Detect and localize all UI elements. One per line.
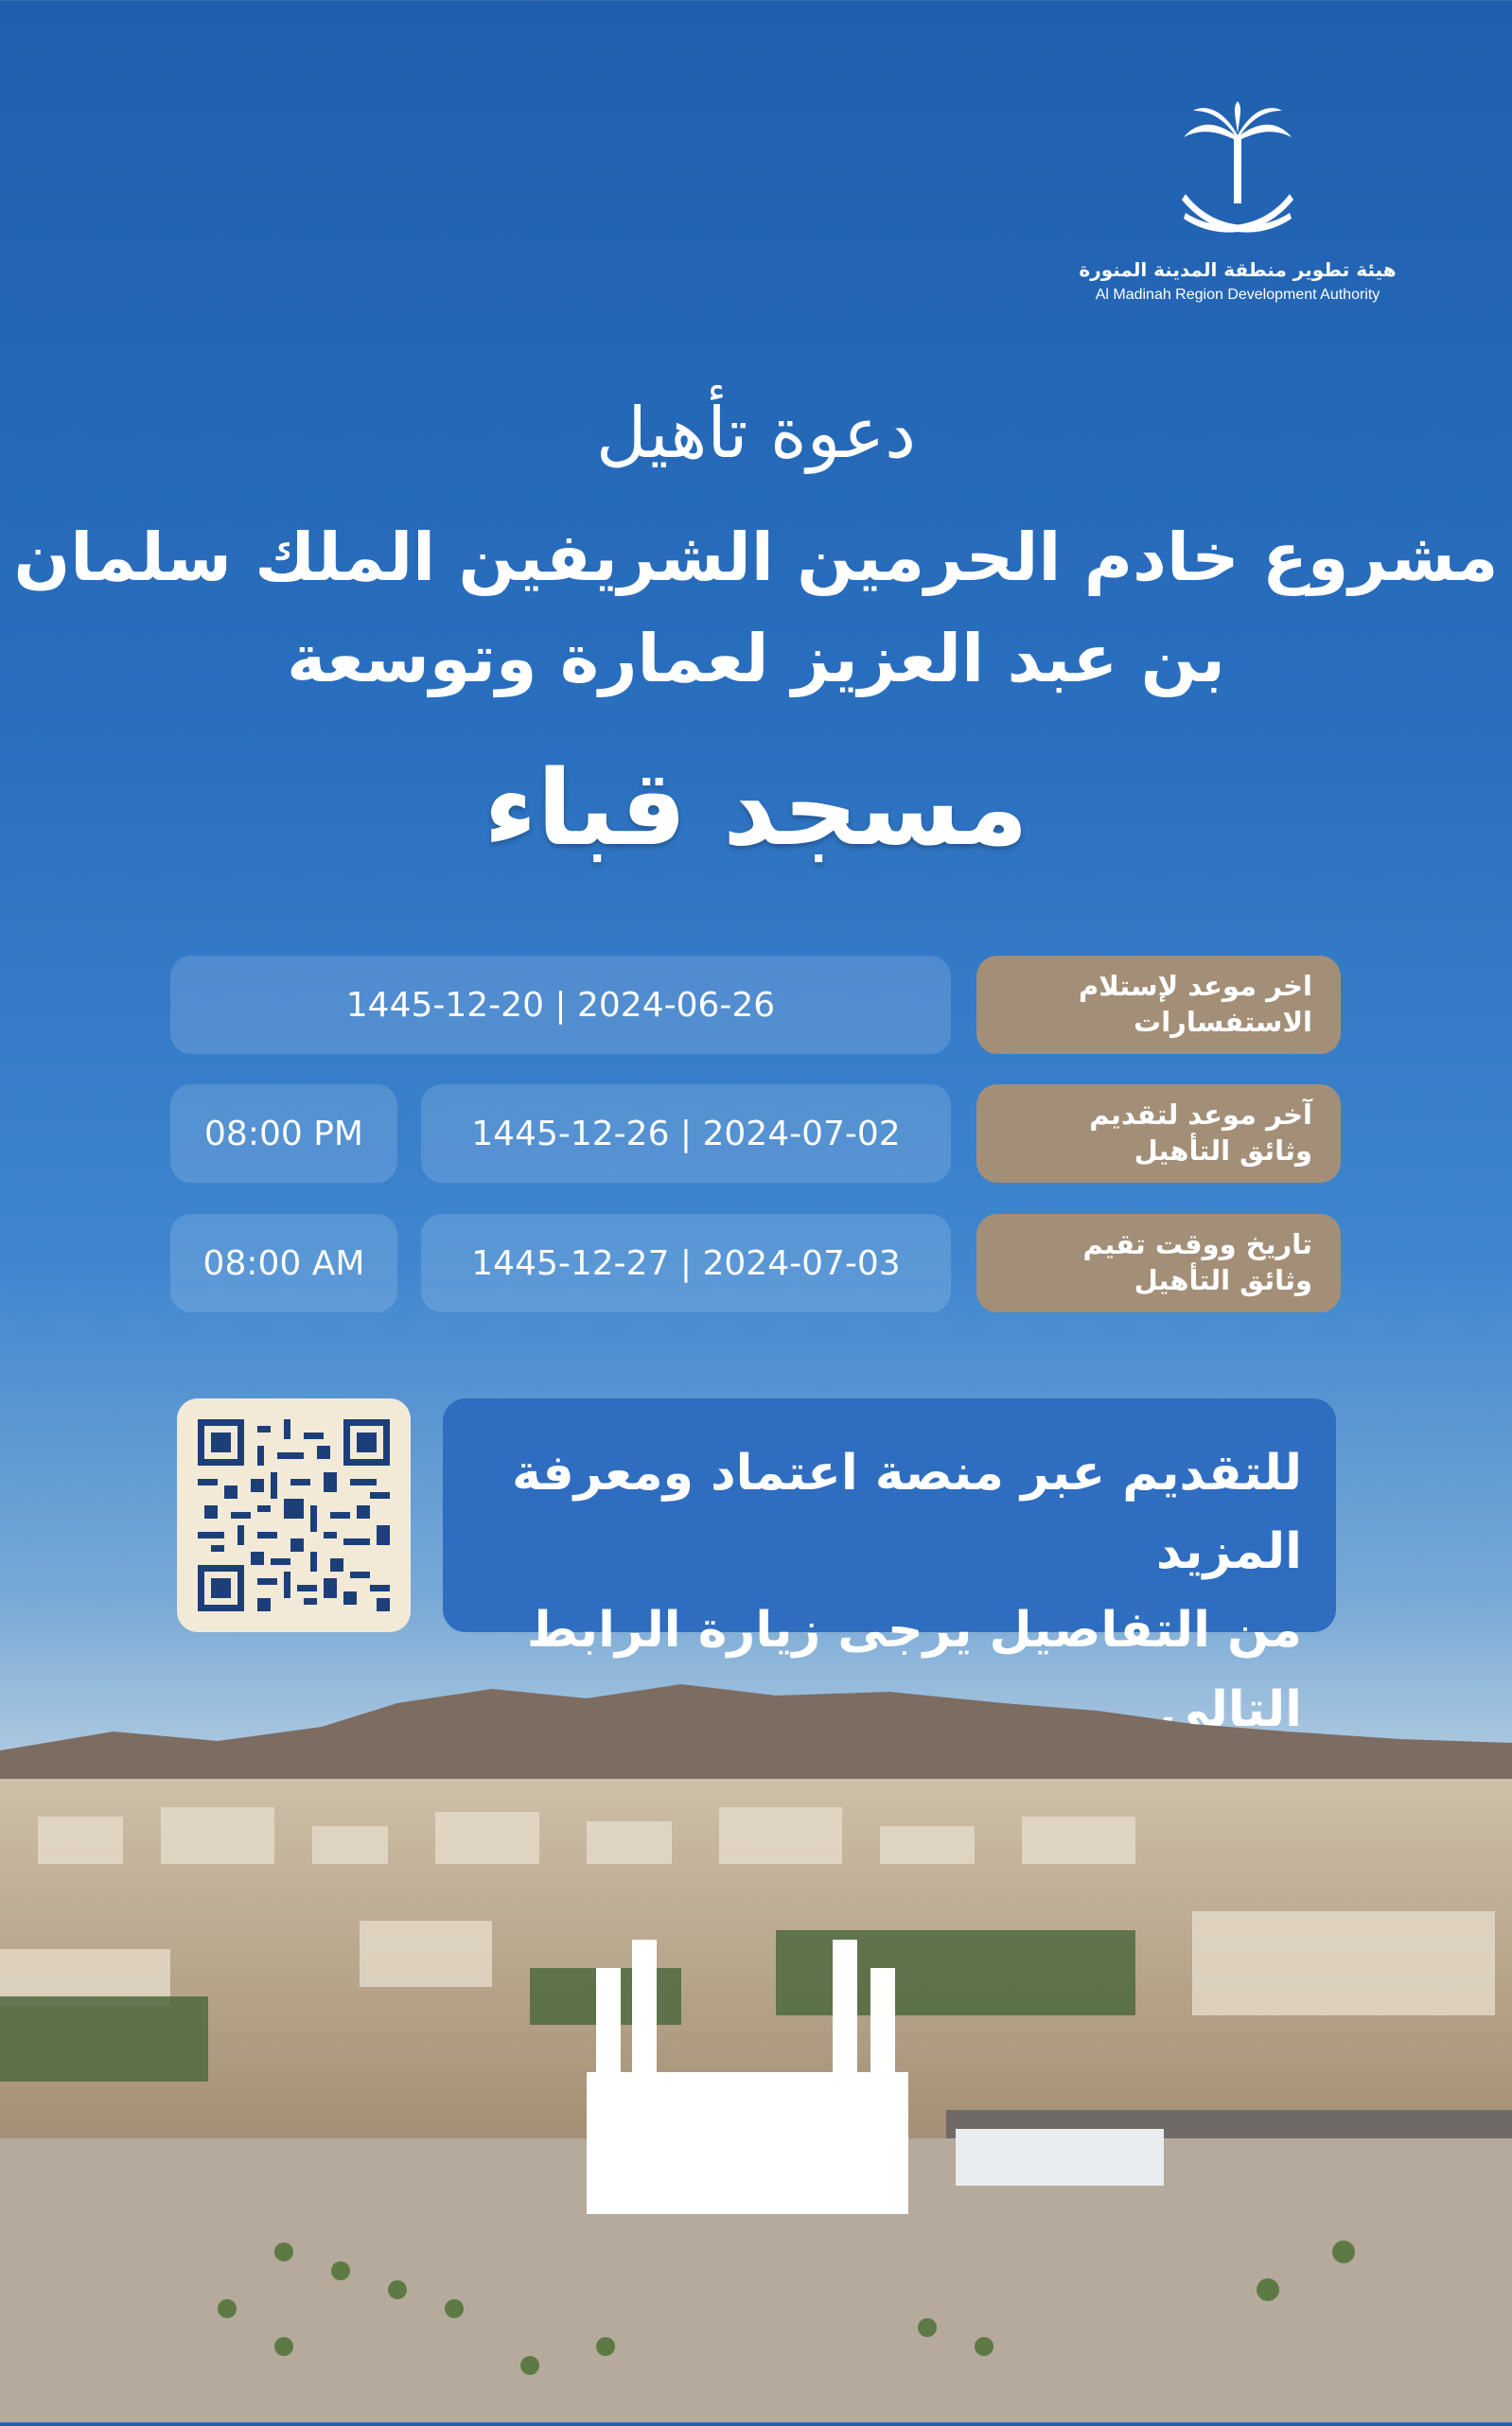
schedule-time: 08:00 PM [170, 1084, 397, 1183]
schedule-date: 1445-12-27 | 2024-07-03 [421, 1214, 951, 1312]
schedule-label-line2: وثائق التأهيل [1134, 1264, 1312, 1296]
schedule-label-line1: آخر موعد لتقديم [1089, 1099, 1312, 1132]
schedule-date: 1445-12-26 | 2024-07-02 [421, 1084, 951, 1183]
schedule-label [976, 1084, 1341, 1183]
quba-mosque-aerial-photo [0, 1684, 1512, 2422]
schedule-label [976, 1214, 1341, 1312]
qr-code[interactable] [177, 1398, 411, 1632]
authority-name-ar: هيئة تطوير منطقة المدينة المنورة [1079, 258, 1397, 281]
authority-name-en: Al Madinah Region Development Authority [1095, 287, 1380, 303]
schedule-row-submission [170, 1084, 1341, 1183]
application-info-box [443, 1398, 1336, 1738]
cta-line2: من التفاصيل يرجى زيارة الرابط التالي [526, 1602, 1302, 1738]
cta-line1: للتقديم عبر منصة اعتماد ومعرفة المزيد [512, 1445, 1302, 1581]
project-title-line1: مشروع خادم الحرمين الشريفين الملك سلمان [13, 519, 1499, 596]
schedule-row-evaluation [170, 1214, 1341, 1312]
schedule-row-inquiries [170, 956, 1341, 1054]
schedule-label-line2: الاستفسارات [1134, 1006, 1312, 1038]
schedule-label-line2: وثائق التأهيل [1134, 1134, 1312, 1167]
schedule-label-line1: تاريخ ووقت تقيم [1082, 1228, 1312, 1261]
authority-logo [1067, 99, 1408, 304]
mosque-name: مسجد قباء [483, 747, 1029, 869]
schedule-label [976, 956, 1341, 1054]
project-title-line2: بن عبد العزيز لعمارة وتوسعة [287, 620, 1225, 697]
schedule-date: 1445-12-20 | 2024-06-26 [170, 956, 951, 1054]
palm-swords-emblem-icon [1167, 99, 1309, 241]
invitation-title: دعوة تأهيل [595, 393, 917, 474]
qr-code-icon [198, 1419, 390, 1611]
schedule-label-line1: اخر موعد لإستلام [1079, 970, 1312, 1003]
schedule-time: 08:00 AM [170, 1214, 397, 1312]
